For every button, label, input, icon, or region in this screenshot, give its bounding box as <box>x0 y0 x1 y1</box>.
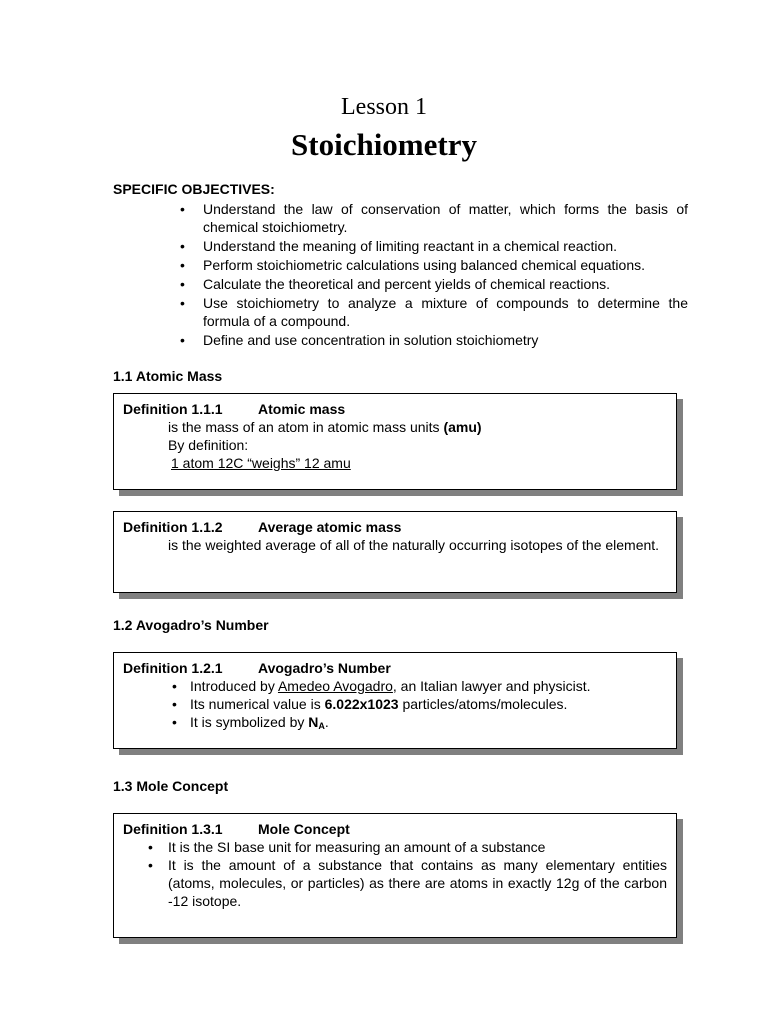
section-heading-atomic-mass: 1.1 Atomic Mass <box>113 368 223 384</box>
definition-heading <box>123 400 667 418</box>
list-item <box>123 838 667 856</box>
symbol-letter: N <box>308 714 319 730</box>
definition-heading <box>123 659 667 677</box>
list-item <box>123 695 667 713</box>
definition-number: Definition 1.1.1 <box>123 401 223 417</box>
bullet-text: Its numerical value is <box>190 696 325 712</box>
symbol-subscript: A <box>318 721 325 731</box>
definition-term: Atomic mass <box>258 401 346 417</box>
bullet-icon: • <box>180 295 185 311</box>
definition-bullets <box>123 677 667 735</box>
section-heading-avogadro: 1.2 Avogadro’s Number <box>113 617 269 633</box>
list-item <box>123 713 667 735</box>
definition-term: Avogadro’s Number <box>258 660 391 676</box>
bullet-icon: • <box>172 678 177 694</box>
definition-box-atomic-mass <box>113 393 677 490</box>
bullet-text: It is the amount of a substance that contains as many elementary entities (atoms, molecules, or particles) as there are atoms in exactly 12g of the carbon -12 isotope. <box>168 857 667 909</box>
objectives-list <box>178 200 688 350</box>
bullet-text: , an Italian lawyer and physicist. <box>392 678 591 694</box>
definition-number: Definition 1.2.1 <box>123 660 223 676</box>
lesson-label: Lesson 1 <box>341 94 427 120</box>
definition-example <box>123 454 667 472</box>
bullet-text: Introduced by <box>190 678 278 694</box>
bullet-text: . <box>324 714 329 730</box>
definition-heading <box>123 518 667 536</box>
objective-text: Define and use concentration in solution stoichiometry <box>203 332 539 348</box>
list-item <box>178 275 688 293</box>
definition-text <box>123 418 667 436</box>
list-item <box>123 856 667 910</box>
bullet-icon: • <box>148 839 153 855</box>
avogadro-value: 6.022x1023 <box>324 696 399 712</box>
list-item <box>178 237 688 255</box>
page-title: Stoichiometry <box>291 127 477 162</box>
bullet-icon: • <box>180 257 185 273</box>
definition-text: is the weighted average of all of the naturally occurring isotopes of the element. <box>168 537 660 553</box>
bullet-icon: • <box>172 696 177 712</box>
amu-term: (amu) <box>443 419 482 435</box>
bullet-icon: • <box>180 276 185 292</box>
definition-heading <box>123 820 667 838</box>
definition-term: Average atomic mass <box>258 519 402 535</box>
objective-text: Use stoichiometry to analyze a mixture of compounds to determine the formula of a compound. <box>203 295 688 329</box>
list-item <box>178 331 688 349</box>
definition-line: By definition: <box>168 437 249 453</box>
avogadro-link[interactable]: Amedeo Avogadro <box>277 678 393 694</box>
definition-box-avogadro <box>113 652 677 749</box>
definition-bullets <box>123 838 667 910</box>
objective-text: Perform stoichiometric calculations using balanced chemical equations. <box>203 257 645 273</box>
bullet-text: It is symbolized by <box>190 714 309 730</box>
list-item <box>178 200 688 236</box>
definition-box-mole-concept <box>113 813 677 938</box>
objectives-heading: SPECIFIC OBJECTIVES: <box>113 181 275 197</box>
list-item <box>123 677 667 695</box>
section-heading-mole-concept: 1.3 Mole Concept <box>113 778 229 794</box>
list-item <box>178 256 688 274</box>
bullet-icon: • <box>180 332 185 348</box>
definition-number: Definition 1.1.2 <box>123 519 223 535</box>
definition-term: Mole Concept <box>258 821 350 837</box>
bullet-text: particles/atoms/molecules. <box>398 696 568 712</box>
definition-example-text: 1 atom 12C “weighs” 12 amu <box>171 455 351 471</box>
bullet-icon: • <box>180 238 185 254</box>
objective-text: Understand the law of conservation of matter, which forms the basis of chemical stoichiometry. <box>203 201 688 235</box>
bullet-icon: • <box>148 857 153 873</box>
bullet-icon: • <box>180 201 185 217</box>
definition-number: Definition 1.3.1 <box>123 821 223 837</box>
list-item <box>178 294 688 330</box>
avogadro-symbol <box>308 714 325 730</box>
objective-text: Understand the meaning of limiting reactant in a chemical reaction. <box>203 238 617 254</box>
definition-line: is the mass of an atom in atomic mass units <box>168 419 440 435</box>
definition-box-average-atomic-mass <box>113 511 677 593</box>
bullet-text: It is the SI base unit for measuring an amount of a substance <box>168 839 546 855</box>
objective-text: Calculate the theoretical and percent yields of chemical reactions. <box>203 276 610 292</box>
bullet-icon: • <box>172 714 177 730</box>
